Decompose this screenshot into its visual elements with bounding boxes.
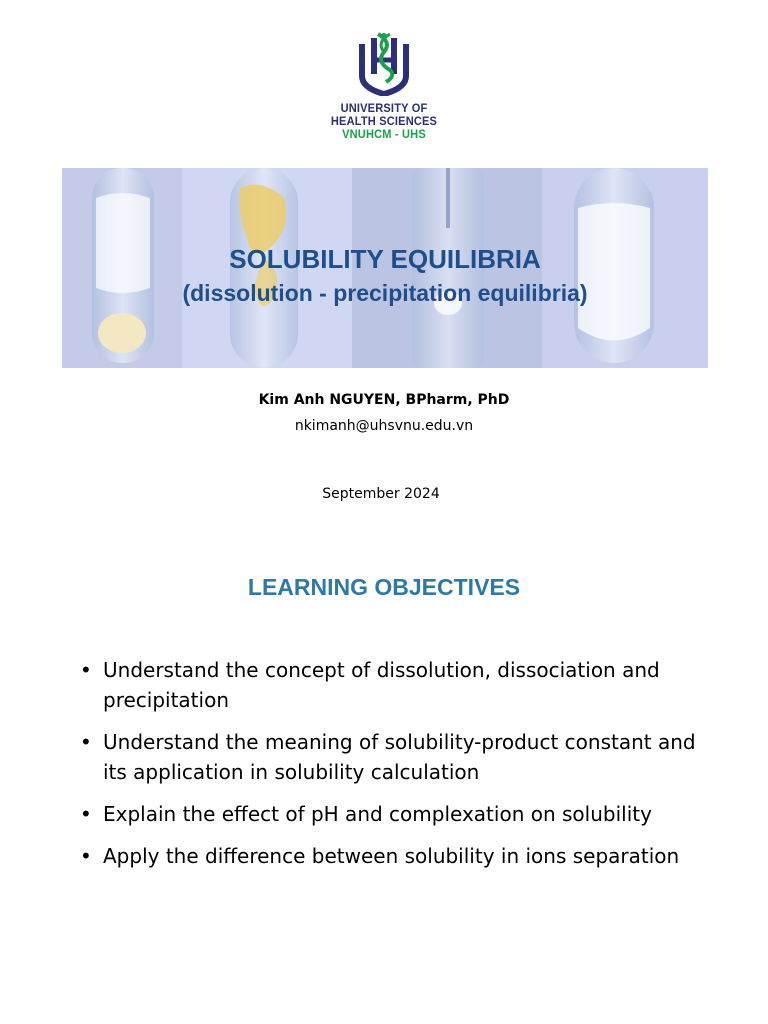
presentation-date: September 2024	[322, 486, 440, 502]
objective-text: Explain the effect of pH and complexation on solubility	[103, 802, 652, 826]
objective-text: Apply the difference between solubility in ions separation	[103, 844, 680, 868]
objective-text: Understand the concept of dissolution, dissociation and precipitation	[103, 658, 660, 712]
logo-text-line1: UNIVERSITY OF	[340, 101, 428, 115]
bullet: •	[80, 844, 92, 868]
list-item	[80, 799, 720, 829]
objective-text: Understand the meaning of solubility-product constant and its application in solubility calculation	[103, 730, 696, 784]
bullet: •	[80, 802, 92, 826]
bullet: •	[80, 658, 92, 682]
title-banner	[62, 168, 708, 368]
author-email: nkimanh@uhsvnu.edu.vn	[294, 418, 474, 434]
banner-subtitle: (dissolution - precipitation equilibria)	[182, 280, 588, 306]
author-name: Kim Anh NGUYEN, BPharm, PhD	[258, 392, 510, 408]
banner-title: SOLUBILITY EQUILIBRIA	[229, 244, 541, 274]
logo-text-line2: HEALTH SCIENCES	[330, 114, 438, 128]
university-logo	[0, 30, 768, 141]
list-item	[80, 841, 720, 871]
logo-text-line3: VNUHCM - UHS	[342, 127, 426, 141]
objectives-list	[80, 655, 720, 883]
list-item	[80, 727, 720, 787]
objectives-heading: LEARNING OBJECTIVES	[247, 574, 521, 600]
bullet: •	[80, 730, 92, 754]
list-item	[80, 655, 720, 715]
uhs-emblem-icon	[356, 30, 412, 96]
